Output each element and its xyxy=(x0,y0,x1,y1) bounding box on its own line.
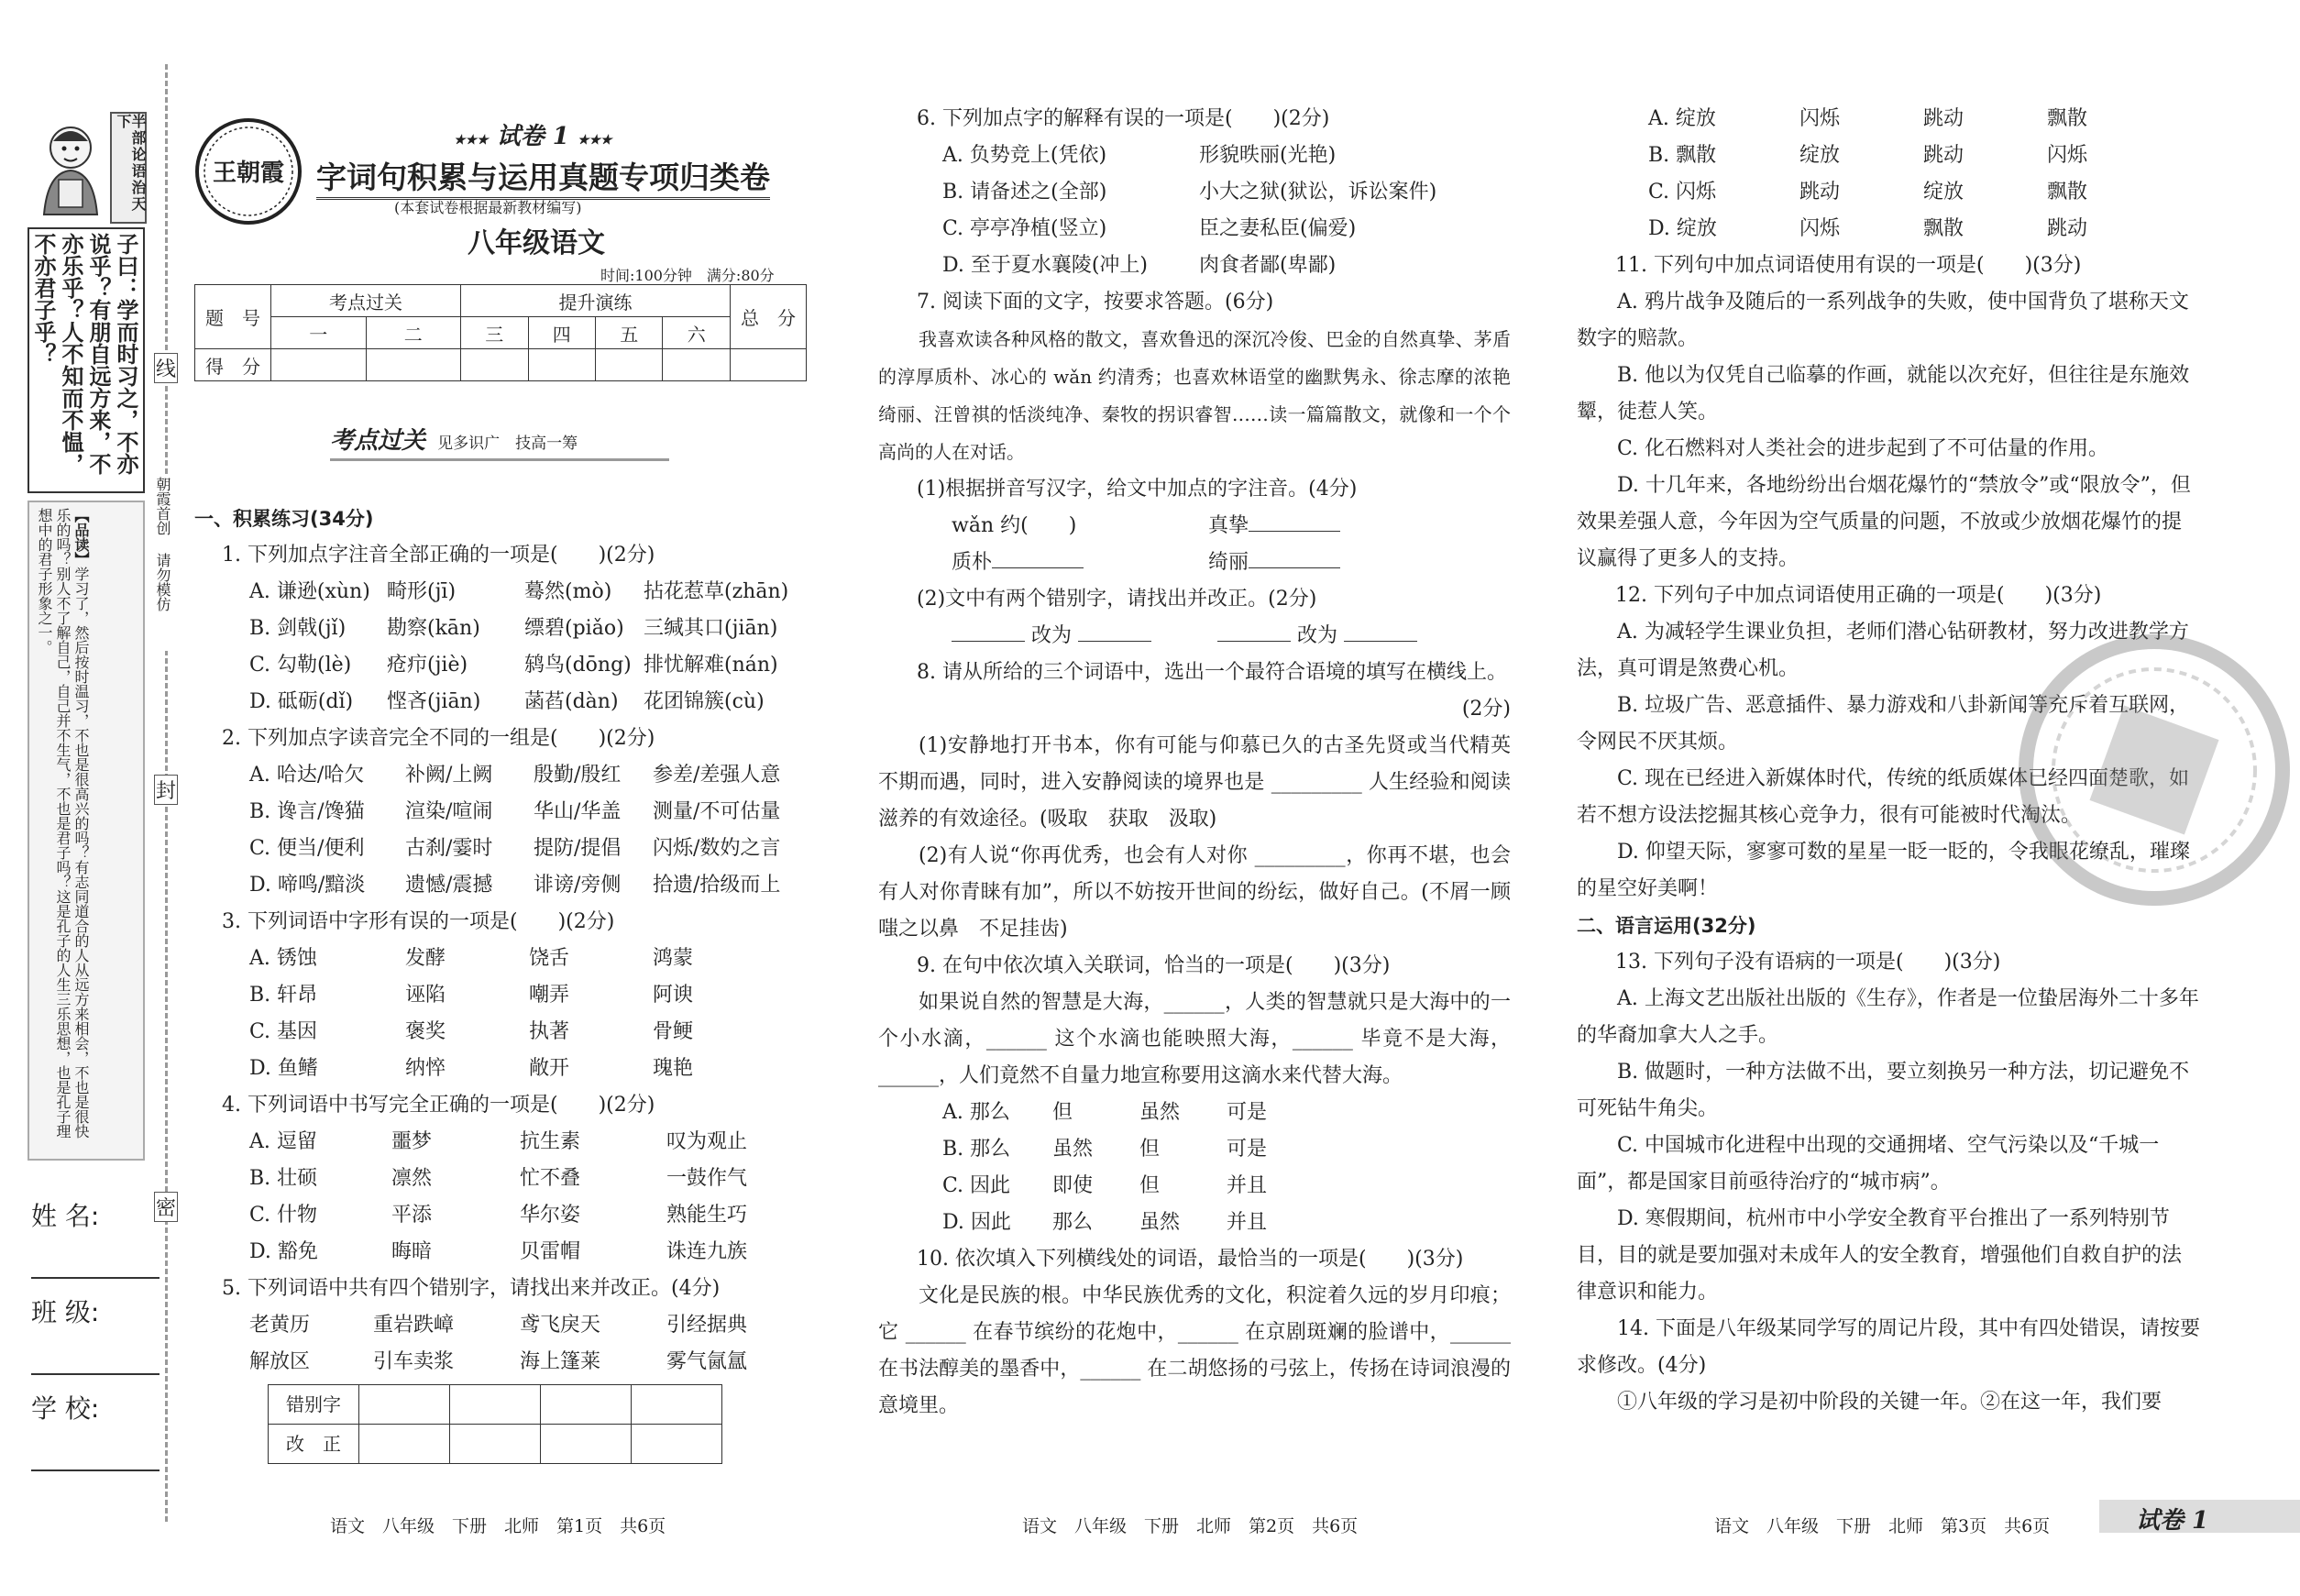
q7-1-row1: wǎn 约( ) 真挚 xyxy=(878,508,1511,545)
answer-cell[interactable] xyxy=(541,1385,632,1425)
stripe-label-brand: 朝霞首创 请勿模仿 xyxy=(152,477,173,651)
option-row[interactable]: D. 豁免 晦暗 贝雷帽 诛连九族 xyxy=(249,1240,748,1263)
q13-option-a[interactable]: A. 上海文艺出版社出版的《生存》，作者是一位蛰居海外二十多年的华裔加拿大人之手。 xyxy=(1577,987,2199,1047)
answer-cell[interactable] xyxy=(632,1385,722,1425)
q3-stem: 3. 下列词语中字形有误的一项是( )(2分) xyxy=(222,910,615,933)
option-row[interactable]: D. 啼鸣/黯淡 遗憾/震撼 诽谤/旁侧 拾遗/拾级而上 xyxy=(249,874,781,897)
option-row[interactable]: D. 砥砺(dǐ) 悭吝(jiān) 菡萏(dàn) 花团锦簇(cù) xyxy=(249,690,765,713)
fix-label: 改 正 xyxy=(269,1425,359,1464)
option-row[interactable]: C. 亭亭净植(竖立) 臣之妻私臣(偏爱) xyxy=(942,217,1357,240)
column-2 xyxy=(878,101,1532,1425)
word-row: 老黄历 重岩跌嶂 鸢飞戾天 引经据典 xyxy=(249,1314,748,1337)
name-label: 姓 名: xyxy=(31,1201,100,1231)
subject-title: 八年级语文 xyxy=(468,227,605,259)
sidebar-badge: 半部论语治天下 xyxy=(110,112,147,224)
option-row[interactable]: D. 至于夏水襄陵(冲上) 肉食者鄙(卑鄙) xyxy=(942,254,1337,277)
answer-cell[interactable] xyxy=(450,1425,541,1464)
commentary-body: 学习了，然后按时温习，不也是很高兴的吗？有志同道合的人从远方来相会，不也是很快乐的吗？别人不了解自己，自己并不生气，不也是君子吗？这是孔子的人生三乐思想，也是孔子理想中的君子形象之一。 xyxy=(36,508,90,1139)
commentary-box xyxy=(28,501,145,1161)
score-col: 一 xyxy=(271,317,367,349)
column-1 xyxy=(194,501,809,1464)
option-row[interactable]: A. 逗留 噩梦 抗生素 叹为观止 xyxy=(249,1130,748,1153)
option-row[interactable]: D. 绽放 闪烁 飘散 跳动 xyxy=(1648,217,2088,240)
score-cell[interactable] xyxy=(271,349,367,381)
section-banner xyxy=(330,422,669,461)
q8-stem: 8. 请从所给的三个词语中，选出一个最符合语境的填写在横线上。 xyxy=(917,661,1507,684)
brand-logo-text: 王朝霞 xyxy=(212,160,284,187)
q8-2[interactable]: (2)有人说“你再优秀，也会有人对你 _________，你再不堪，也会有人对你青睐有加”，所以不妨按开世间的纷纭，做好自己。(不屑一顾 嗤之以鼻 不足挂齿) xyxy=(878,844,1532,941)
q11-option-a[interactable]: A. 鸦片战争及随后的一系列战争的失败，使中国背负了堪称天文数字的赔款。 xyxy=(1577,291,2189,350)
score-table-row2-label: 得 分 xyxy=(195,349,271,381)
paper-tag xyxy=(2099,1500,2300,1533)
option-row[interactable]: B. 那么 虽然 但 可是 xyxy=(942,1138,1268,1161)
q12-option-d[interactable]: D. 仰望天际，寥寥可数的星星一眨一眨的，令我眼花缭乱，璀璨的星空好美啊！ xyxy=(1577,841,2190,900)
q2-options xyxy=(194,757,809,904)
q8-score: (2分) xyxy=(1461,698,1511,721)
q9-options xyxy=(878,1095,1511,1241)
sidebar xyxy=(28,108,149,1162)
score-cell[interactable] xyxy=(528,349,595,381)
score-table-total: 总 分 xyxy=(731,285,807,349)
q1-options xyxy=(194,574,809,721)
answer-blank[interactable]: 真挚 xyxy=(1208,508,1340,545)
q12-stem: 12. 下列句子中加点词语使用正确的一项是( )(3分) xyxy=(1615,584,2102,607)
score-col: 五 xyxy=(596,317,663,349)
score-cell[interactable] xyxy=(731,349,807,381)
q3-options xyxy=(194,941,809,1087)
paper-number xyxy=(454,117,612,151)
option-row[interactable]: B. 请备述之(全部) 小大之狱(狱讼，诉讼案件) xyxy=(942,181,1437,204)
q7-2-blanks[interactable]: 改为 改为 xyxy=(878,618,1511,655)
option-row[interactable]: D. 因此 那么 虽然 并且 xyxy=(942,1211,1268,1234)
option-row[interactable]: A. 绽放 闪烁 跳动 飘散 xyxy=(1648,107,2088,130)
q12-option-a[interactable]: A. 为减轻学生课业负担，老师们潜心钻研教材，努力改进教学方法，真可谓是煞费心机。 xyxy=(1577,621,2189,680)
option-row[interactable]: C. 什物 平添 华尔姿 熟能生巧 xyxy=(249,1204,748,1227)
q10-options xyxy=(1577,101,2200,248)
q14-stem: 14. 下面是八年级某同学写的周记片段，其中有四处错误，请按要求修改。(4分) xyxy=(1577,1317,2200,1377)
score-table-ts: 提升演练 xyxy=(461,285,731,317)
q7-1-row2 xyxy=(878,545,1511,581)
q5-words xyxy=(194,1307,809,1381)
option-row[interactable]: A. 那么 但 虽然 可是 xyxy=(942,1101,1268,1124)
option-row[interactable]: C. 便当/便利 古刹/霎时 提防/提倡 闪烁/数妁之言 xyxy=(249,837,781,860)
seal-watermark xyxy=(2017,633,2292,908)
q8-1[interactable]: (1)安静地打开书本，你有可能与仰慕已久的古圣先贤或当代精英不期而遇，同时，进入安静阅读的境界也是 _________ 人生经验和阅读滋养的有效途径。(吸取 获取 汲取) xyxy=(878,734,1511,831)
banner-title: 考点过关 xyxy=(330,427,426,455)
q7-1-stem: (1)根据拼音写汉字，给文中加点的字注音。(4分) xyxy=(917,478,1358,501)
score-col: 六 xyxy=(663,317,731,349)
correction-table xyxy=(268,1384,722,1464)
score-col: 二 xyxy=(366,317,461,349)
paper-title: 字词句积累与运用真题专项归类卷 xyxy=(316,154,770,200)
q10-stem: 10. 依次填入下列横线处的词语，最恰当的一项是( )(3分) xyxy=(917,1248,1464,1271)
q7-stem: 7. 阅读下面的文字，按要求答题。(6分) xyxy=(917,291,1274,314)
stars-left: ★★★ xyxy=(454,133,489,148)
q6-options xyxy=(878,138,1511,284)
confucius-portrait xyxy=(31,116,110,216)
q14-text: ①八年级的学习是初中阶段的关键一年。②在这一年，我们要 xyxy=(1617,1391,2162,1414)
q2-stem: 2. 下列加点字读音完全不同的一组是( )(2分) xyxy=(222,727,655,750)
q12-option-c[interactable]: C. 现在已经进入新媒体时代，传统的纸质媒体已经四面楚歌，如若不想方设法挖掘其核心竞争力，很有可能被时代淘汰。 xyxy=(1577,767,2190,827)
err-label: 错别字 xyxy=(269,1385,359,1425)
option-row[interactable]: A. 负势竞上(凭依) 形貌昳丽(光艳) xyxy=(942,144,1337,167)
option-row[interactable]: B. 轩昂 诬陷 嘲弄 阿谀 xyxy=(249,984,694,1007)
answer-cell[interactable] xyxy=(359,1385,450,1425)
answer-cell[interactable] xyxy=(541,1425,632,1464)
q13-option-b[interactable]: B. 做题时，一种方法做不出，要立刻换另一种方法，切记避免不可死钻牛角尖。 xyxy=(1577,1061,2190,1120)
q9-passage: 如果说自然的智慧是大海，______，人类的智慧就只是大海中的一个小水滴，______ 这个水滴也能映照大海，______ 毕竟不是大海，______，人们竟然不自量力地宣称要用这滴水来代替大海。 xyxy=(878,991,1511,1087)
answer-blank[interactable]: 质朴 xyxy=(952,545,1208,581)
section-2-title: 二、语言运用(32分) xyxy=(1577,915,1756,937)
q9-stem: 9. 在句中依次填入关联词，恰当的一项是( )(3分) xyxy=(917,954,1391,977)
option-row[interactable]: C. 勾勒(lè) 疮疖(jiè) 鸫鸟(dōng) 排忧解难(nán) xyxy=(249,654,778,677)
q11-option-b[interactable]: B. 他以为仅凭自己临摹的作画，就能以次充好，但往往是东施效颦，徒惹人笑。 xyxy=(1577,364,2190,424)
answer-cell[interactable] xyxy=(632,1425,722,1464)
option-row[interactable]: A. 锈蚀 发酵 饶舌 鸿蒙 xyxy=(249,947,694,970)
option-row[interactable]: C. 基因 褒奖 执著 骨鲠 xyxy=(249,1020,694,1043)
option-row[interactable]: B. 壮硕 凛然 忙不叠 一鼓作气 xyxy=(249,1167,748,1190)
banner-sub: 见多识广 技高一筹 xyxy=(437,435,578,453)
time-info: 时间:100分钟 满分:80分 xyxy=(600,267,775,284)
confucius-quote: 子曰：学而时习之，不亦说乎？有朋自远方来，不亦乐乎？人不知而不愠，不亦君子乎？ xyxy=(28,227,145,493)
brand-logo xyxy=(194,117,303,226)
score-cell[interactable] xyxy=(461,349,528,381)
q13-stem: 13. 下列句子没有语病的一项是( )(3分) xyxy=(1615,951,2001,974)
commentary-label: 【品读】 xyxy=(72,508,90,567)
option-row[interactable]: B. 剑戟(jǐ) 勘察(kān) 缥碧(piǎo) 三缄其口(jiān) xyxy=(249,617,778,640)
q11-option-d[interactable]: D. 十几年来，各地纷纷出台烟花爆竹的“禁放令”或“限放令”，但效果差强人意，今年因为空气质量的问题，不放或少放烟花爆竹的提议赢得了更多人的支持。 xyxy=(1577,474,2191,570)
option-row[interactable]: A. 哈达/哈欠 补阙/上阙 殷勤/殷红 参差/差强人意 xyxy=(249,764,781,787)
q6-stem: 6. 下列加点字的解释有误的一项是( )(2分) xyxy=(917,107,1330,130)
q4-options xyxy=(194,1124,809,1271)
score-cell[interactable] xyxy=(366,349,461,381)
class-label: 班 级: xyxy=(31,1297,100,1327)
paper-tag-text: 试卷 1 xyxy=(2136,1507,2209,1535)
footer-page-2: 语文 八年级 下册 北师 第2页 共6页 xyxy=(1022,1516,1359,1536)
option-row[interactable]: B. 谗言/馋猫 渲染/喧闹 华山/华盖 测量/不可估量 xyxy=(249,800,781,823)
q13-option-d[interactable]: D. 寒假期间，杭州市中小学安全教育平台推出了一系列特别节目，目的就是要加强对未成年人的安全教育，增强他们自救自护的法律意识和能力。 xyxy=(1577,1207,2183,1304)
score-table-header-label: 题 号 xyxy=(195,285,271,349)
q5-stem: 5. 下列词语中共有四个错别字，请找出来并改正。(4分) xyxy=(222,1277,721,1300)
option-row[interactable]: B. 飘散 绽放 跳动 闪烁 xyxy=(1648,144,2088,167)
commentary-text xyxy=(35,508,90,1150)
option-row[interactable]: C. 闪烁 跳动 绽放 飘散 xyxy=(1648,181,2088,204)
q7-passage: 我喜欢读各种风格的散文，喜欢鲁迅的深沉冷俊、巴金的自然真挚、茅盾的淳厚质朴、冰心的 wǎn 约清秀；也喜欢林语堂的幽默隽永、徐志摩的浓艳绮丽、汪曾祺的恬淡纯净、秦牧的拐识睿智……读一篇篇散文，就像和一个个高尚的人在对话。 xyxy=(878,328,1511,463)
section-1-title: 一、积累练习(34分) xyxy=(194,508,374,530)
option-row[interactable]: D. 鱼鳍 纳悴 敞开 瑰艳 xyxy=(249,1057,694,1080)
school-line xyxy=(31,1469,160,1471)
answer-cell[interactable] xyxy=(359,1425,450,1464)
stripe-label-seal: 封 xyxy=(154,775,178,805)
footer-page-1: 语文 八年级 下册 北师 第1页 共6页 xyxy=(330,1516,666,1536)
class-field[interactable] xyxy=(31,1293,160,1375)
name-line xyxy=(31,1277,160,1279)
class-line xyxy=(31,1373,160,1375)
paper-note: (本套试卷根据最新教材编写) xyxy=(394,199,582,216)
score-col: 四 xyxy=(528,317,595,349)
score-col: 三 xyxy=(461,317,528,349)
q11-stem: 11. 下列句中加点词语使用有误的一项是( )(3分) xyxy=(1615,254,2082,277)
q11-option-c[interactable]: C. 化石燃料对人类社会的进步起到了不可估量的作用。 xyxy=(1617,437,2109,460)
stripe-label-secret: 密 xyxy=(154,1192,178,1222)
q13-option-c[interactable]: C. 中国城市化进程中出现的交通拥堵、空气污染以及“千城一面”，都是国家目前亟待治疗的“城市病”。 xyxy=(1577,1134,2160,1194)
paper-number-text: 试卷 1 xyxy=(496,123,569,150)
option-row[interactable]: A. 谦逊(xùn) 畸形(jī) 蓦然(mò) 拈花惹草(zhān) xyxy=(249,580,789,603)
word-row: 解放区 引车卖浆 海上篷莱 雾气氤氲 xyxy=(249,1350,748,1373)
q10-passage: 文化是民族的根。中华民族优秀的文化，积淀着久远的岁月印痕；它 ______ 在春节缤纷的花炮中，______ 在京剧斑斓的脸谱中，______ 在书法醇美的墨香中，______ 在二胡悠扬的弓弦上，传扬在诗词浪漫的意境里。 xyxy=(878,1284,1511,1417)
stripe-label-line: 线 xyxy=(154,353,178,383)
q7-2-stem: (2)文中有两个错别字，请找出并改正。(2分) xyxy=(917,588,1317,611)
score-cell[interactable] xyxy=(596,349,663,381)
school-label: 学 校: xyxy=(31,1393,100,1424)
score-table xyxy=(194,284,807,381)
name-field[interactable] xyxy=(31,1196,160,1279)
footer-page-3: 语文 八年级 下册 北师 第3页 共6页 xyxy=(1714,1516,2051,1536)
q1-stem: 1. 下列加点字注音全部正确的一项是( )(2分) xyxy=(222,544,655,567)
answer-cell[interactable] xyxy=(450,1385,541,1425)
school-field[interactable] xyxy=(31,1389,160,1471)
answer-blank[interactable]: 绮丽 xyxy=(1208,545,1340,581)
option-row[interactable]: C. 因此 即使 但 并且 xyxy=(942,1174,1268,1197)
stars-right: ★★★ xyxy=(577,133,612,148)
q4-stem: 4. 下列词语中书写完全正确的一项是( )(2分) xyxy=(222,1094,655,1117)
score-cell[interactable] xyxy=(663,349,731,381)
q12-option-b[interactable]: B. 垃圾广告、恶意插件、暴力游戏和八卦新闻等充斥着互联网，令网民不厌其烦。 xyxy=(1577,694,2190,754)
score-table-kd: 考点过关 xyxy=(271,285,461,317)
